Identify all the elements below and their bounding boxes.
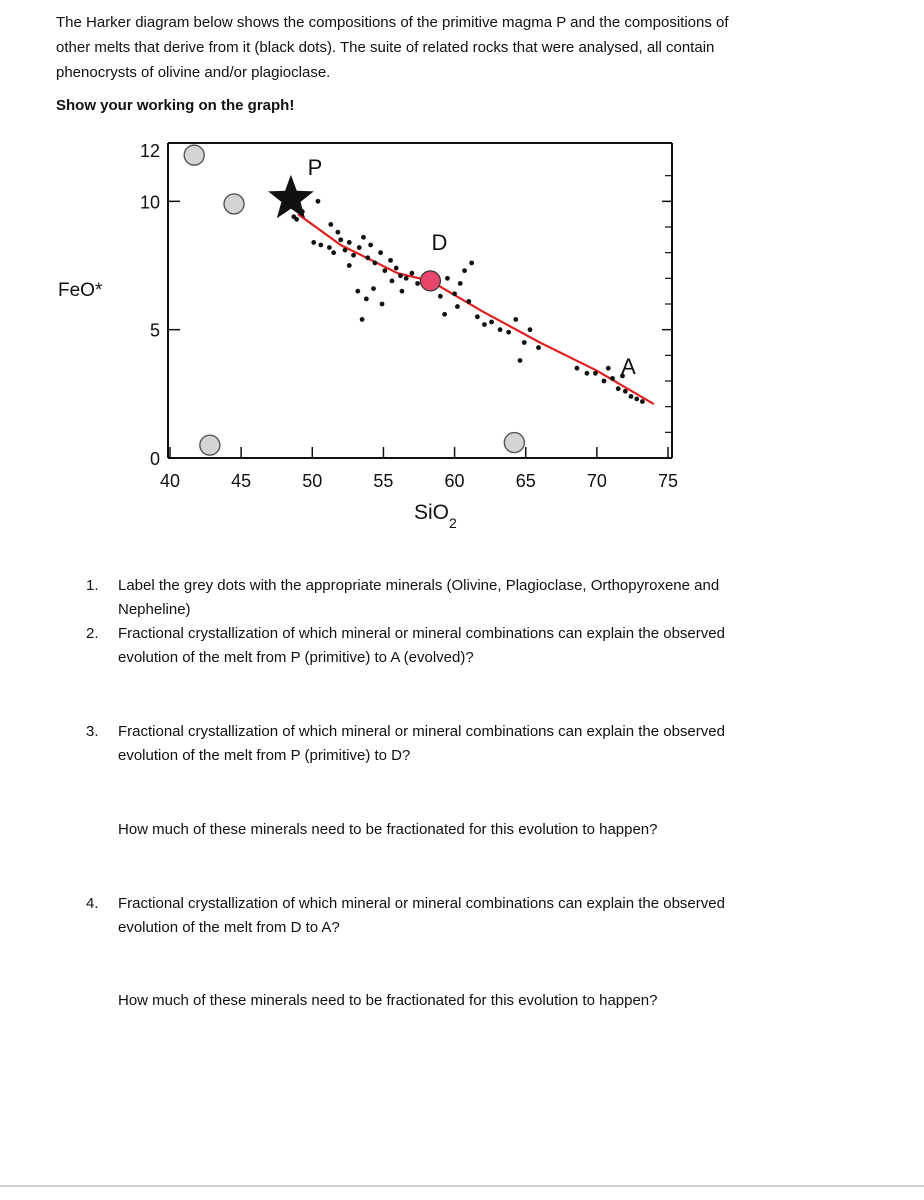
x-tick-label: 65 [515,471,536,491]
melt-dot [602,379,607,384]
melt-dot [528,327,533,332]
point-label: D [431,229,448,255]
question-number: 3. [86,723,99,740]
melt-dot [584,371,589,376]
grey-mineral-dot[interactable] [200,435,220,455]
melt-dot [360,317,365,322]
question-text: evolution of the melt from D to A? [118,919,340,936]
melt-dot [357,245,362,250]
melt-dot [382,268,387,273]
axis-labels [58,280,457,531]
labeled-points [268,155,636,379]
melt-dot [368,243,373,248]
melt-dots [291,199,644,404]
x-axis-label-main: SiO [414,501,450,524]
melt-dot [372,261,377,266]
x-tick-label: 55 [373,471,394,491]
melt-dot [606,366,611,371]
point-label: A [621,354,636,380]
melt-dot [404,276,409,281]
melt-dot [623,389,628,394]
melt-dot [445,276,450,281]
melt-dot [438,294,443,299]
melt-dot [380,302,385,307]
melt-dot [415,281,420,286]
x-tick-label: 60 [444,471,465,491]
melt-dot [343,248,348,253]
melt-dot [331,250,336,255]
point-d-marker [420,271,440,291]
melt-dot [466,299,471,304]
x-axis-label [414,501,457,531]
melt-dot [351,253,356,258]
melt-dot [388,258,393,263]
y-tick-label: 10 [139,192,160,213]
melt-dot [316,199,321,204]
melt-dot [458,281,463,286]
melt-dot [469,261,474,266]
melt-dot [347,240,352,245]
melt-dot [398,273,403,278]
melt-dot [482,322,487,327]
primitive-magma-star [268,175,314,218]
question-text: Label the grey dots with the appropriate minerals (Olivine, Plagioclase, Orthopyroxene and [118,577,720,594]
x-tick-label: 75 [657,471,679,491]
grey-mineral-dot[interactable] [224,194,244,214]
grey-mineral-dots [184,145,524,455]
melt-dot [409,271,414,276]
x-tick-label: 45 [231,471,252,491]
melt-dot [364,296,369,301]
melt-dot [522,340,527,345]
melt-dot [355,289,360,294]
question-3-followup: How much of these minerals need to be fractionated for this evolution to happen? [118,821,658,838]
question-text: Fractional crystallization of which mineral or mineral combinations can explain the observed [118,895,725,912]
melt-dot [311,240,316,245]
y-tick-label: 5 [149,320,160,341]
melt-dot [328,222,333,227]
melt-dot [361,235,366,240]
melt-dot [455,304,460,309]
question-1 [86,574,826,622]
melt-dot [536,345,541,350]
melt-dot [378,250,383,255]
plot-frame [168,143,672,458]
melt-dot [442,312,447,317]
question-number: 1. [86,577,99,594]
grey-mineral-dot[interactable] [504,433,524,453]
question-text: evolution of the melt from P (primitive) to A (evolved)? [118,649,474,666]
intro-line: The Harker diagram below shows the compositions of the primitive magma P and the compositions of [56,14,729,31]
melt-dot [634,397,639,402]
axis-ticks [140,141,678,491]
grey-mineral-dot[interactable] [184,145,204,165]
question-text: evolution of the melt from P (primitive) to D? [118,747,411,764]
x-tick-label: 70 [586,471,607,491]
melt-dot [513,317,518,322]
melt-dot [506,330,511,335]
melt-dot [394,266,399,271]
melt-dot [318,243,323,248]
melt-dot [365,255,370,260]
melt-dot [475,314,480,319]
melt-dot [400,289,405,294]
melt-dot [294,217,299,222]
question-number: 4. [86,895,99,912]
question-4-followup: How much of these minerals need to be fractionated for this evolution to happen? [118,992,658,1009]
melt-dot [489,320,494,325]
melt-dot [610,376,615,381]
question-text: Fractional crystallization of which mineral or mineral combinations can explain the observed [118,625,725,642]
melt-dot [338,237,343,242]
intro-line: other melts that derive from it (black dots). The suite of related rocks that were analysed, all contain [56,39,715,56]
x-axis-label-subscript: 2 [449,515,457,531]
question-text: Nepheline) [118,601,191,618]
y-tick-label: 0 [149,449,160,469]
harker-diagram [0,0,924,560]
melt-dot [575,366,580,371]
melt-dot [518,358,523,363]
melt-dot [327,245,332,250]
x-tick-label: 50 [302,471,323,491]
melt-dot [629,394,634,399]
melt-dot [498,327,503,332]
melt-dot [616,386,621,391]
melt-dot [347,263,352,268]
question-3 [86,720,826,768]
y-tick-label: 12 [139,141,160,161]
melt-dot [390,279,395,284]
instruction-heading: Show your working on the graph! [56,97,295,114]
melt-dot [335,230,340,235]
melt-dot [640,399,645,404]
question-2 [86,622,826,670]
question-4 [86,892,826,940]
melt-dot [462,268,467,273]
page-bottom-rule [0,1185,924,1187]
y-axis-label: FeO* [58,280,103,301]
point-label: P [307,154,323,180]
question-text: Fractional crystallization of which mineral or mineral combinations can explain the observed [118,723,725,740]
intro-line: phenocrysts of olivine and/or plagioclase. [56,64,331,81]
question-number: 2. [86,625,99,642]
x-tick-label: 40 [159,471,181,491]
melt-dot [371,286,376,291]
melt-dot [452,291,457,296]
melt-dot [593,371,598,376]
